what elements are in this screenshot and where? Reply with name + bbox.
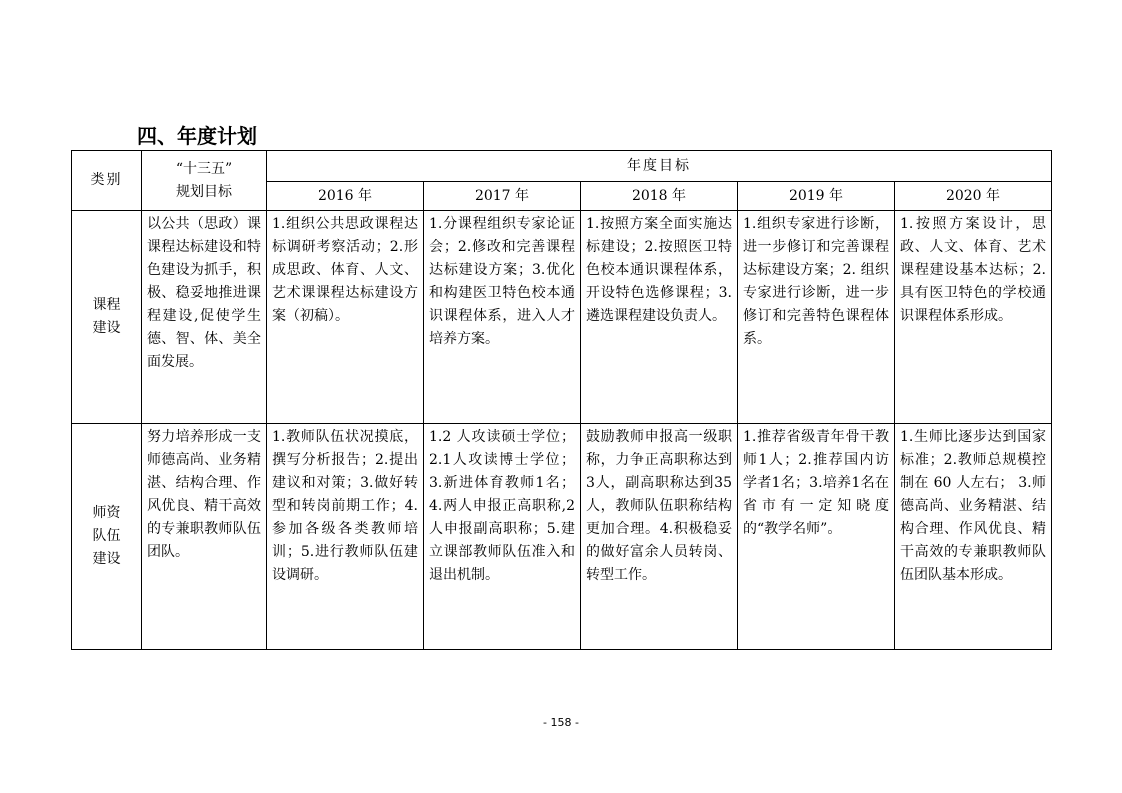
plan-goal-header-line1: “十三五” xyxy=(175,160,233,177)
year-header-2020: 2020 年 xyxy=(895,182,1052,211)
category-line: 队伍 xyxy=(92,528,121,544)
year-cell-2019: 1.推荐省级青年骨干教师1人；2.推荐国内访学者1名；3.培养1名在省市有一定知晓度的“教学名师”。 xyxy=(738,424,895,650)
category-header: 类别 xyxy=(72,151,142,211)
category-line: 课程 xyxy=(92,297,121,313)
year-cell-2016: 1.组织公共思政课程达标调研考察活动；2.形成思政、体育、人文、艺术课课程达标建设方案（初稿）。 xyxy=(267,211,424,424)
plan-goal-header-line2: 规划目标 xyxy=(176,183,232,200)
category-cell xyxy=(72,211,142,424)
header-row xyxy=(72,151,1052,182)
annual-goal-header: 年度目标 xyxy=(267,151,1052,182)
category-cell xyxy=(72,424,142,650)
annual-plan-table xyxy=(71,150,1052,650)
plan-goal-header xyxy=(142,151,267,211)
year-header-2017: 2017 年 xyxy=(424,182,581,211)
table-row-faculty xyxy=(72,424,1052,650)
year-cell-2017: 1.分课程组织专家论证会；2.修改和完善课程达标建设方案；3.优化和构建医卫特色校本通识课程体系，进入人才培养方案。 xyxy=(424,211,581,424)
page-number: - 158 - xyxy=(543,716,579,729)
year-cell-2017: 1.2 人攻读硕士学位；2.1人攻读博士学位；3.新进体育教师1名；4.两人申报正高职称,2 人申报副高职称；5.建立课部教师队伍准入和退出机制。 xyxy=(424,424,581,650)
table-row-curriculum xyxy=(72,211,1052,424)
year-cell-2016: 1.教师队伍状况摸底，撰写分析报告；2.提出建议和对策；3.做好转型和转岗前期工作；4.参加各级各类教师培训；5.进行教师队伍建设调研。 xyxy=(267,424,424,650)
year-cell-2020: 1.按照方案设计，思政、人文、体育、艺术课程建设基本达标；2.具有医卫特色的学校通识课程体系形成。 xyxy=(895,211,1052,424)
year-cell-2018: 1.按照方案全面实施达标建设；2.按照医卫特色校本通识课程体系，开设特色选修课程；3.遴选课程建设负责人。 xyxy=(581,211,738,424)
year-cell-2018: 鼓励教师申报高一级职称，力争正高职称达到3人，副高职称达到35人，教师队伍职称结构更加合理。4.积极稳妥的做好富余人员转岗、转型工作。 xyxy=(581,424,738,650)
year-cell-2019: 1.组织专家进行诊断，进一步修订和完善课程达标建设方案；2. 组织专家进行诊断，进一步修订和完善特色课程体系。 xyxy=(738,211,895,424)
plan-goal-cell: 以公共（思政）课课程达标建设和特色建设为抓手，积极、稳妥地推进课程建设,促使学生德、智、体、美全面发展。 xyxy=(142,211,267,424)
year-cell-2020: 1.生师比逐步达到国家标准；2.教师总规模控制在 60 人左右； 3.师德高尚、业务精湛、结构合理、作风优良、精干高效的专兼职教师队伍团队基本形成。 xyxy=(895,424,1052,650)
year-header-2019: 2019 年 xyxy=(738,182,895,211)
category-line: 建设 xyxy=(92,320,121,336)
year-header-2018: 2018 年 xyxy=(581,182,738,211)
category-line: 师资 xyxy=(92,505,121,521)
year-header-2016: 2016 年 xyxy=(267,182,424,211)
plan-goal-cell: 努力培养形成一支师德高尚、业务精湛、结构合理、作风优良、精干高效的专兼职教师队伍团队。 xyxy=(142,424,267,650)
category-line: 建设 xyxy=(92,551,121,567)
section-heading: 四、年度计划 xyxy=(137,124,257,148)
